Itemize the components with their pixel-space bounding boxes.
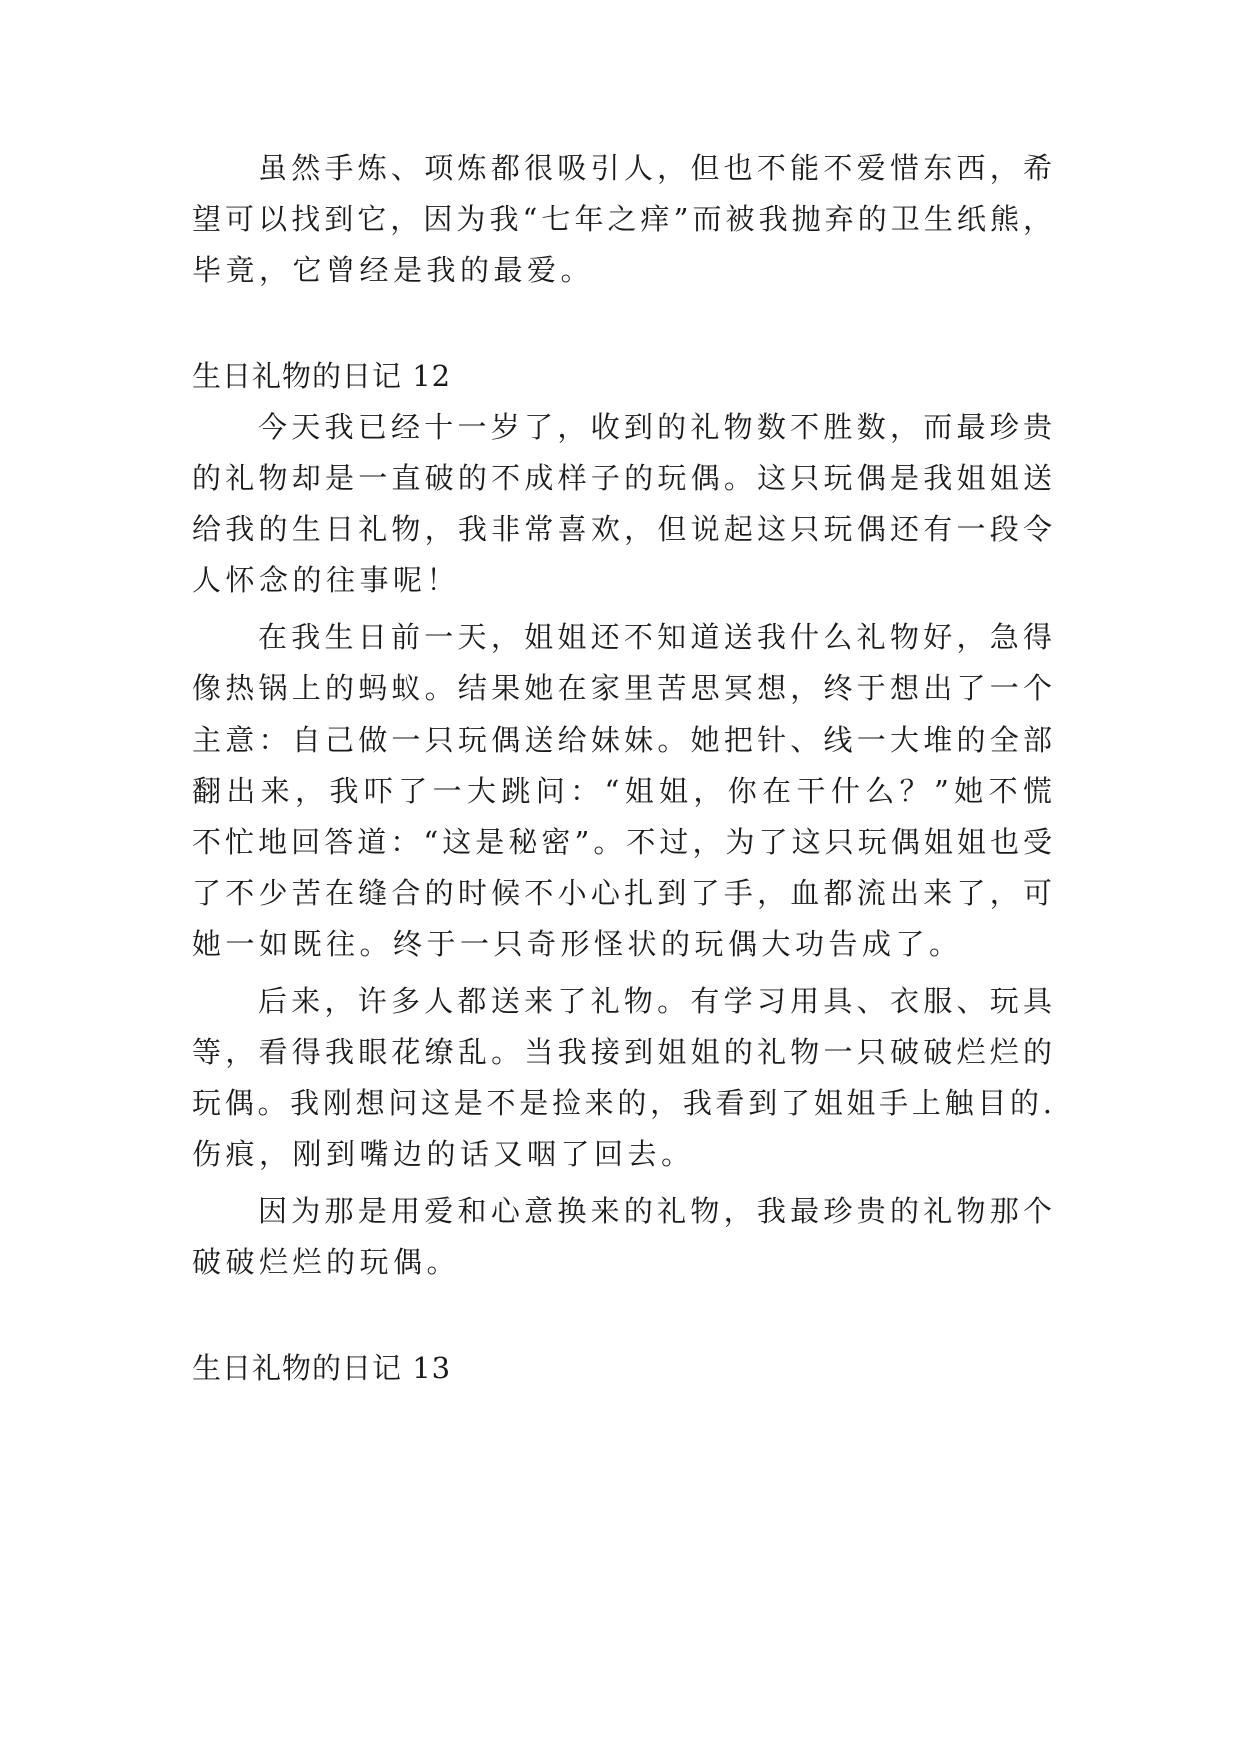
para4-line4: 伤痕，刚到嘴边的话又咽了回去。 [192, 1137, 695, 1171]
para3-line2: 像热锅上的蚂蚁。结果她在家里苦思冥想，终于想出了一个 [192, 671, 1052, 705]
para2-line4: 人怀念的往事呢！ [192, 563, 461, 597]
para2-line2: 的礼物却是一直破的不成样子的玩偶。这只玩偶是我姐姐送 [192, 461, 1052, 495]
para3-line5: 不忙地回答道：“这是秘密”。不过，为了这只玩偶姐姐也受 [192, 825, 1052, 859]
para1-line1: 虽然手炼、项炼都很吸引人，但也不能不爱惜东西，希 [258, 151, 1052, 185]
para4-line3: 玩偶。我刚想问这是不是捡来的，我看到了姐姐手上触目的. [192, 1086, 1052, 1120]
para3-line4: 翻出来，我吓了一大跳问：“姐姐，你在干什么？”她不慌 [192, 774, 1052, 808]
para3-line6: 了不少苦在缝合的时候不小心扎到了手，血都流出来了，可 [192, 876, 1052, 910]
para3-line7: 她一如既往。终于一只奇形怪状的玩偶大功告成了。 [192, 927, 963, 961]
para1-line3: 毕竟，它曾经是我的最爱。 [192, 253, 595, 287]
para2-line1: 今天我已经十一岁了，收到的礼物数不胜数，而最珍贵 [258, 410, 1052, 444]
para2-line3: 给我的生日礼物，我非常喜欢，但说起这只玩偶还有一段令 [192, 512, 1052, 546]
section-heading-12: 生日礼物的日记 12 [192, 359, 452, 393]
para3-line1: 在我生日前一天，姐姐还不知道送我什么礼物好，急得 [258, 620, 1052, 654]
section-heading-13: 生日礼物的日记 13 [192, 1351, 452, 1385]
para5-line1: 因为那是用爱和心意换来的礼物，我最珍贵的礼物那个 [258, 1194, 1052, 1228]
para1-line2: 望可以找到它，因为我“七年之痒”而被我抛弃的卫生纸熊， [192, 202, 1052, 236]
para5-line2: 破破烂烂的玩偶。 [192, 1245, 461, 1279]
para3-line3: 主意：自己做一只玩偶送给妹妹。她把针、线一大堆的全部 [192, 723, 1052, 757]
para4-line2: 等，看得我眼花缭乱。当我接到姐姐的礼物一只破破烂烂的 [192, 1035, 1052, 1069]
para4-line1: 后来，许多人都送来了礼物。有学习用具、衣服、玩具 [258, 984, 1052, 1018]
